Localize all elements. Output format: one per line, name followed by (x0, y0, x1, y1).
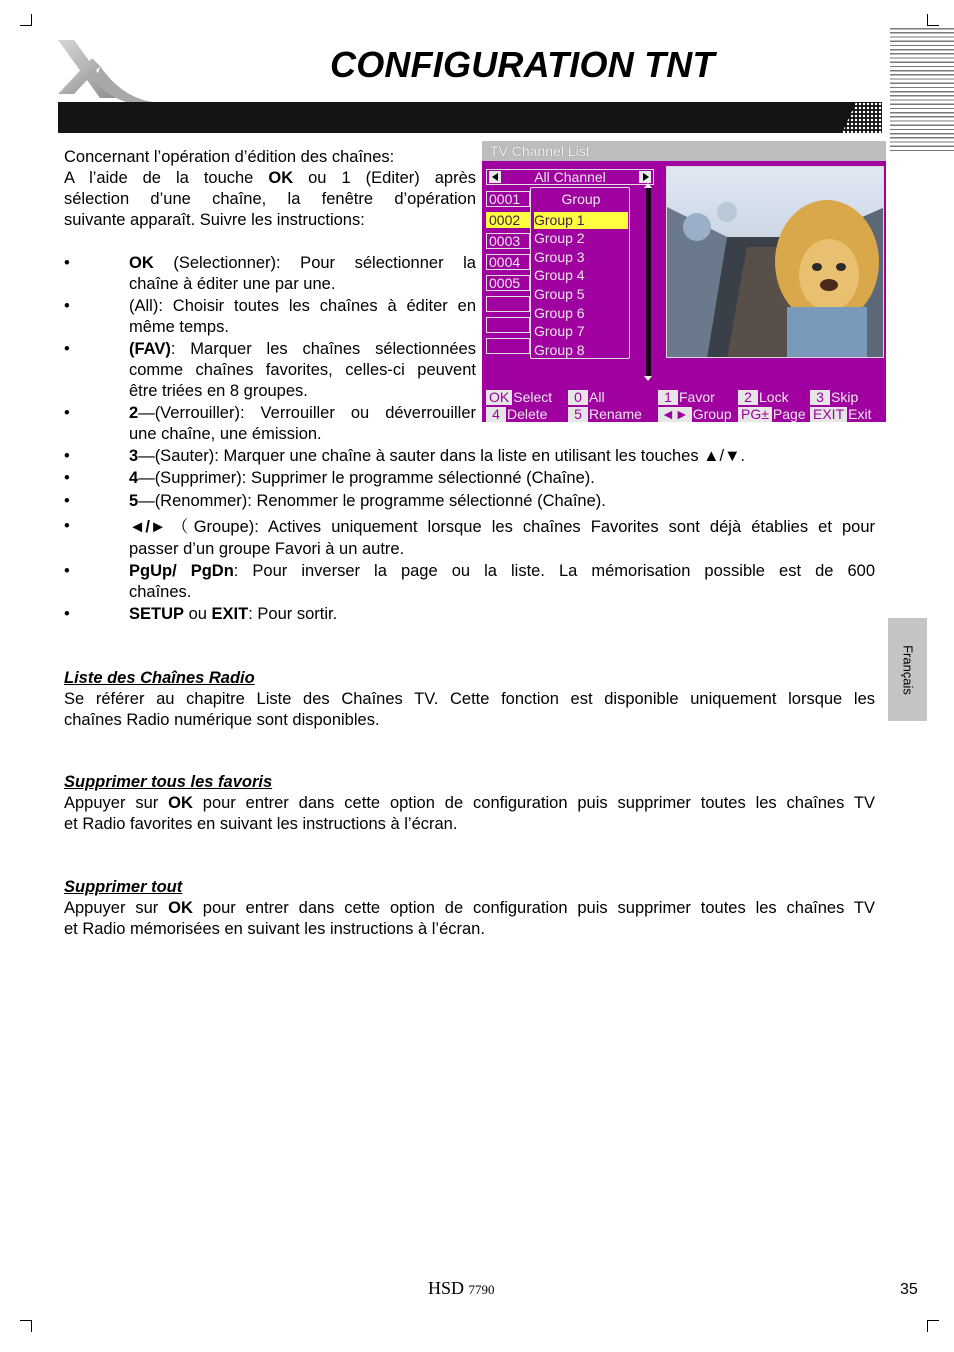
bullet-fav-line-2: comme chaînes favorites, celles-ci peuvent (129, 361, 476, 379)
group-label: Group 8 (534, 342, 585, 358)
bullet-exit-end: : Pour sortir. (248, 605, 338, 623)
section-title-radio: Liste des Chaînes Radio (64, 669, 255, 687)
key-fav: (FAV) (129, 340, 171, 358)
section-all-line-1 (64, 898, 875, 919)
bullet-rename-line-1-text: —(Renommer): Renommer le programme sélectionné (Chaîne). (138, 492, 606, 510)
bullet-group-line-1-text: （Groupe): Actives uniquement lorsque les chaînes Favorites sont déjà établies et pour (166, 518, 875, 536)
group-item (534, 323, 628, 340)
key-badge: 2 (738, 390, 758, 405)
key-badge: 0 (568, 390, 588, 405)
section-radio-body (64, 689, 875, 731)
bullet-lock-line-1-text: —(Verrouiller): Verrouiller ou déverrouiller (138, 404, 476, 422)
key-badge: OK (486, 390, 512, 405)
intro-line-1-text: Concernant l’opération d’édition des chaînes: (64, 148, 395, 166)
model-name-main: HSD (428, 1278, 465, 1298)
bullet-skip-text (129, 446, 875, 467)
bullet-ok-line-1 (129, 253, 476, 274)
intro-line-2-a: A l’aide de la touche (64, 169, 269, 187)
section-all-line-2: et Radio mémorisées en suivant les instructions à l’écran. (64, 920, 485, 938)
bullet-skip-line-1-text: —(Sauter): Marquer une chaîne à sauter dans la liste en utilisant les touches ▲/▼. (138, 447, 745, 465)
group-item (534, 230, 628, 247)
crop-mark-bottom-right (927, 1320, 939, 1332)
section-radio-line-1: Se référer au chapitre Liste des Chaînes TV. Cette fonction est disponible uniquement lorsque les (64, 690, 875, 708)
bullet-lock-line-1 (129, 403, 476, 424)
bullet-exit-line-1 (129, 604, 875, 625)
key-left-right: ◄/► (129, 518, 167, 536)
bullet-ok-text (129, 253, 476, 295)
bullet-group-text (129, 516, 875, 560)
section-title-delete-favorites: Supprimer tous les favoris (64, 773, 273, 791)
bullet-fav-line-1 (129, 339, 476, 360)
section-fav-line-1-c: pour entrer dans cette option de configuration puis supprimer toutes les chaînes TV (192, 794, 875, 812)
key-legend-skip (810, 390, 858, 405)
channel-number: 0003 (489, 233, 521, 249)
channel-item-empty (486, 317, 530, 333)
bullet-dot: • (64, 517, 70, 535)
section-all-line-1-c: pour entrer dans cette option de configuration puis supprimer toutes les chaînes TV (192, 899, 875, 917)
bullet-group-line-1 (129, 516, 875, 538)
group-item (534, 267, 628, 284)
channel-item (486, 191, 530, 207)
key-badge: ◄► (658, 407, 692, 422)
section-fav-line-2: et Radio favorites en suivant les instructions à l’écran. (64, 815, 458, 833)
model-name (428, 1278, 495, 1300)
key-legend-lock (738, 390, 789, 405)
language-tab (888, 618, 927, 721)
model-number: 7790 (468, 1282, 495, 1297)
page-title: CONFIGURATION TNT (330, 44, 715, 85)
all-channel-label: All Channel (534, 169, 606, 185)
key-label: Page (772, 406, 806, 422)
key-setup: SETUP (129, 605, 185, 623)
key-legend-delete (486, 407, 547, 422)
key-badge: 4 (486, 407, 506, 422)
channel-number: 0004 (489, 254, 521, 270)
title-bar-dots (842, 102, 882, 133)
bullet-exit-text (129, 604, 875, 625)
bullet-delete-line-1-text: —(Supprimer): Supprimer le programme sélectionné (Chaîne). (138, 469, 595, 487)
intro-line-2-c: ou 1 (Editer) après (293, 169, 477, 187)
group-item (534, 286, 628, 303)
language-tab-label: Français (900, 644, 915, 695)
channel-item (486, 254, 530, 270)
section-title-delete-all: Supprimer tout (64, 878, 183, 896)
key-badge: 3 (810, 390, 830, 405)
intro-line-1 (64, 147, 476, 168)
bullet-fav-line-3: être triées en 8 groupes. (129, 382, 308, 400)
bullet-dot: • (64, 492, 70, 510)
key-legend-rename (568, 407, 642, 422)
bullet-page-line-1 (129, 561, 875, 582)
video-preview (666, 166, 884, 358)
key-label: Rename (589, 406, 642, 422)
video-preview-image (667, 167, 884, 358)
bullet-rename-line-1 (129, 491, 875, 512)
group-label: Group 2 (534, 230, 585, 246)
page-number: 35 (900, 1281, 918, 1298)
group-label: Group 4 (534, 267, 585, 283)
crop-mark-top-left (20, 14, 32, 26)
channel-item-empty (486, 296, 530, 312)
channel-number: 0002 (489, 212, 521, 228)
bullet-all-text (129, 296, 476, 338)
key-exit: EXIT (211, 605, 249, 623)
section-fav-line-1 (64, 793, 875, 814)
all-channel-selector (486, 169, 654, 185)
group-label: Group 3 (534, 249, 585, 265)
key-4: 4 (129, 469, 139, 487)
group-item (534, 342, 628, 359)
bullet-page-text (129, 561, 875, 603)
key-pgup-pgdn: PgUp/ PgDn (129, 562, 234, 580)
intro-line-4-text: suivante apparaît. Suivre les instructions: (64, 211, 365, 229)
key-legend-select (486, 390, 552, 405)
crop-mark-top-right (927, 14, 939, 26)
crop-mark-bottom-left (20, 1320, 32, 1332)
intro-key-ok: OK (268, 169, 294, 187)
key-label: Favor (679, 389, 715, 405)
section-fav-line-1-a: Appuyer sur (64, 794, 169, 812)
intro-line-3-text: sélection d’une chaîne, la fenêtre d’opération (64, 190, 476, 208)
group-label: Group 6 (534, 305, 585, 321)
bullet-all-line-1: (All): Choisir toutes les chaînes à éditer en (129, 297, 476, 315)
bullet-fav-text (129, 339, 476, 402)
intro-paragraph (64, 147, 476, 231)
bullet-page-line-1-text: : Pour inverser la page ou la liste. La mémorisation possible est de 600 (233, 562, 876, 580)
group-label: Group 1 (534, 212, 585, 228)
key-5: 5 (129, 492, 139, 510)
intro-line-2 (64, 168, 476, 189)
key-3: 3 (129, 447, 139, 465)
intro-line-4 (64, 210, 476, 231)
channel-item (486, 275, 530, 291)
bullet-page-line-2: chaînes. (129, 583, 192, 601)
screen-header (482, 141, 886, 161)
key-ok: OK (129, 254, 154, 272)
bullet-all-line-2: même temps. (129, 318, 229, 336)
bullet-skip-line-1 (129, 446, 875, 467)
key-legend (482, 386, 886, 422)
bullet-fav-line-1-text: : Marquer les chaînes sélectionnées (170, 340, 476, 358)
channel-item (486, 233, 530, 249)
section-delete-favorites-body (64, 793, 875, 835)
key-badge: EXIT (810, 407, 847, 422)
key-label: Group (692, 406, 732, 422)
section-fav-key-ok: OK (168, 794, 193, 812)
key-label: Exit (848, 406, 872, 422)
bullet-dot: • (64, 404, 70, 422)
channel-number: 0005 (489, 275, 521, 291)
key-2: 2 (129, 404, 139, 422)
bullet-dot: • (64, 447, 70, 465)
key-badge: PG± (738, 407, 772, 422)
bullet-dot: • (64, 605, 70, 623)
screen-title: TV Channel List (490, 143, 590, 159)
key-label: All (589, 389, 605, 405)
bullet-dot: • (64, 562, 70, 580)
key-label: Lock (759, 389, 789, 405)
section-delete-all-body (64, 898, 875, 940)
section-all-line-1-a: Appuyer sur (64, 899, 169, 917)
group-header (534, 191, 628, 208)
section-all-key-ok: OK (168, 899, 193, 917)
bullet-rename-text (129, 491, 875, 512)
group-item-selected (534, 212, 628, 229)
bullet-group-line-2: passer d’un groupe Favori à un autre. (129, 540, 405, 558)
bullet-ok-line-1-text: (Selectionner): Pour sélectionner la (153, 254, 476, 272)
channel-item-empty (486, 338, 530, 354)
group-item (534, 249, 628, 266)
bullet-dot: • (64, 254, 70, 272)
tv-channel-list-screenshot (482, 141, 886, 422)
decorative-stripes (890, 28, 954, 154)
group-header-label: Group (561, 191, 601, 207)
bullet-exit-mid: ou (184, 605, 212, 623)
key-label: Select (513, 389, 553, 405)
list-scrollbar (646, 187, 651, 377)
key-legend-favor (658, 390, 715, 405)
arrow-right-icon (639, 171, 651, 183)
bullet-dot: • (64, 340, 70, 358)
bullet-delete-text (129, 468, 875, 489)
bullet-delete-line-1 (129, 468, 875, 489)
key-legend-all (568, 390, 605, 405)
group-label: Group 5 (534, 286, 585, 302)
key-legend-exit (810, 407, 871, 422)
bullet-ok-line-2: chaîne à éditer une par une. (129, 275, 336, 293)
title-bar (58, 102, 882, 133)
group-item (534, 305, 628, 322)
group-label: Group 7 (534, 323, 585, 339)
bullet-dot: • (64, 469, 70, 487)
key-legend-group (658, 407, 732, 422)
arrow-left-icon (489, 171, 501, 183)
key-legend-page (738, 407, 806, 422)
channel-item-selected (486, 212, 530, 228)
bullet-lock-line-2: une chaîne, une émission. (129, 425, 322, 443)
section-radio-line-2: chaînes Radio numérique sont disponibles. (64, 711, 380, 729)
key-badge: 5 (568, 407, 588, 422)
key-label: Delete (507, 406, 548, 422)
brand-logo (52, 36, 162, 108)
key-label: Skip (831, 389, 859, 405)
bullet-dot: • (64, 297, 70, 315)
intro-line-3 (64, 189, 476, 210)
channel-number: 0001 (489, 191, 521, 207)
key-badge: 1 (658, 390, 678, 405)
bullet-lock-text (129, 403, 476, 445)
